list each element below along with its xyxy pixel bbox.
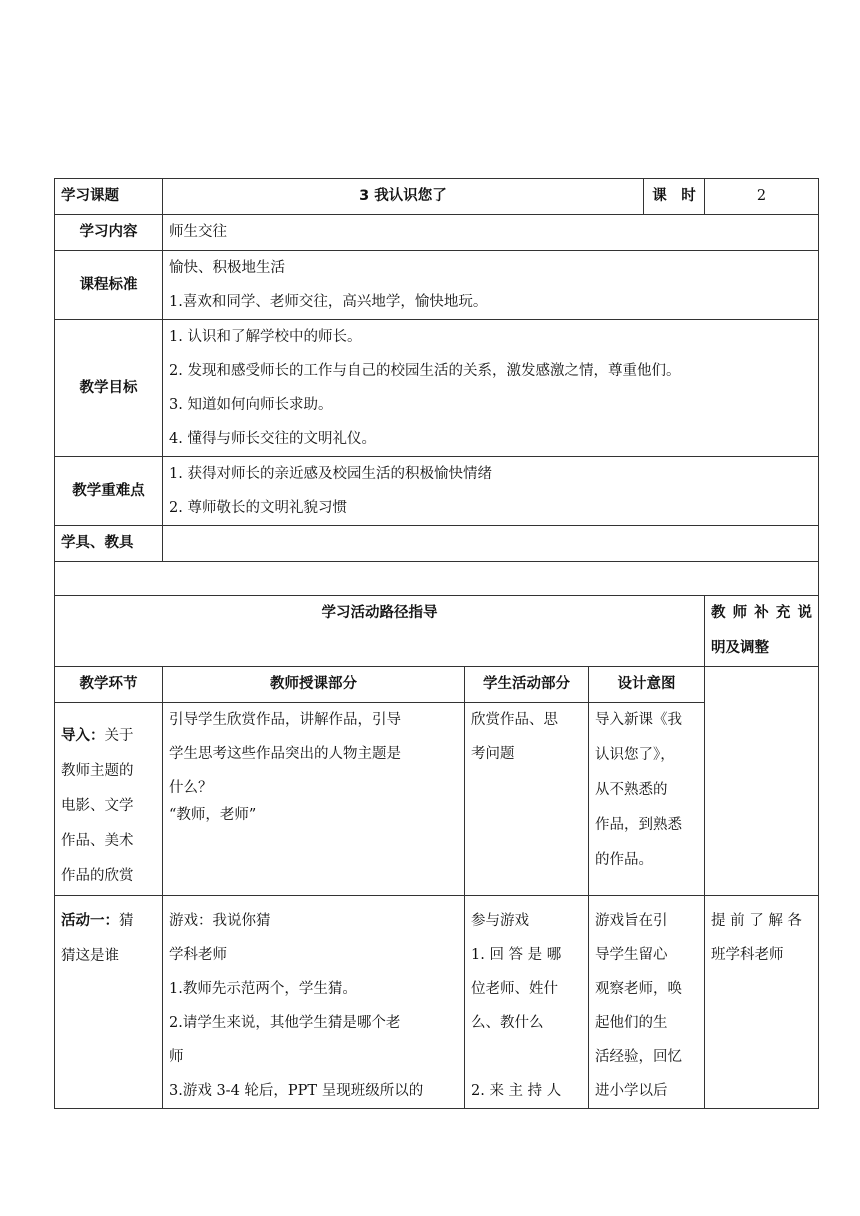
teacher-note-header [705,596,819,667]
student-line: 2. 来 主 持 人 [471,1083,562,1099]
teacher-line: 3.游戏 3-4 轮后，PPT 呈现班级所以的 [169,1083,424,1099]
stage-text: 猜 [119,913,134,929]
blank-row [55,562,819,596]
student-cell [465,703,589,896]
period-label: 课 时 [644,179,705,215]
col-header-intent: 设计意图 [589,667,705,703]
standard-line: 1.喜欢和同学、老师交往，高兴地学，愉快地玩。 [169,294,488,310]
content-label: 学习内容 [55,215,163,251]
stage-bold: 活动一： [61,913,119,929]
intent-line: 的作品。 [595,852,653,868]
goal-line: 1. 认识和了解学校中的师长。 [169,329,362,345]
key-points-lines [163,457,819,526]
topic-value: 3 我认识您了 [163,179,644,215]
student-line: 1. 回 答 是 哪 [471,947,562,963]
intent-line: 活经验，回忆 [595,1049,682,1065]
key-point-line: 2. 尊师敬长的文明礼貌习惯 [169,500,347,516]
goals-lines [163,320,819,457]
teacher-line: 1.教师先示范两个，学生猜。 [169,981,357,997]
student-line: 位老师、姓什 [471,981,558,997]
tools-label: 学具、教具 [55,526,163,562]
stage-line: 作品、美术 [61,833,134,849]
student-line: 欣赏作品、思 [471,712,558,728]
stage-line: 作品的欣赏 [61,868,134,884]
intent-line: 导入新课《我 [595,712,682,728]
goal-line: 2. 发现和感受师长的工作与自己的校园生活的关系，激发感激之情，尊重他们。 [169,363,681,379]
standard-label: 课程标准 [55,251,163,320]
stage-line: 电影、文学 [61,798,134,814]
student-line: 么、教什么 [471,1015,544,1031]
intent-line: 导学生留心 [595,947,668,963]
teacher-line: 学科老师 [169,947,227,963]
stage-cell [55,703,163,896]
key-points-label: 教学重难点 [55,457,163,526]
goals-label: 教学目标 [55,320,163,457]
teacher-line: 学生思考这些作品突出的人物主题是 [169,746,401,762]
col-header-teacher: 教师授课部分 [163,667,465,703]
intent-line: 起他们的生 [595,1015,668,1031]
teacher-note-cell [705,896,819,1109]
teacher-cell [163,703,465,896]
goal-line: 3. 知道如何向师长求助。 [169,397,333,413]
stage-text: 关于 [104,728,134,744]
intent-line: 进小学以后 [595,1083,668,1099]
intent-line: 认识您了》， [595,747,675,763]
teacher-cell [163,896,465,1109]
student-line: 参与游戏 [471,913,529,929]
topic-label: 学习课题 [55,179,163,215]
intent-cell [589,896,705,1109]
teacher-line: 游戏：我说你猜 [169,913,271,929]
student-line [471,1040,582,1074]
teacher-line: “教师，老师” [169,807,257,823]
teacher-line: 师 [169,1049,184,1065]
student-cell [465,896,589,1109]
teacher-note-cell [705,667,819,896]
teacher-note-header-line: 教 师 补 充 说 [711,605,812,621]
standard-line: 愉快、积极地生活 [169,260,285,276]
stage-line [61,904,156,939]
note-line: 提 前 了 解 各 [711,913,802,929]
intent-line: 作品，到熟悉 [595,817,682,833]
content-value: 师生交往 [163,215,819,251]
lesson-plan-table [54,178,819,1109]
intent-line: 观察老师，唤 [595,981,682,997]
teacher-line: 引导学生欣赏作品，讲解作品，引导 [169,712,401,728]
activity-title: 学习活动路径指导 [55,596,705,667]
goal-line: 4. 懂得与师长交往的文明礼仪。 [169,431,376,447]
col-header-student: 学生活动部分 [465,667,589,703]
note-line: 班学科老师 [711,947,784,963]
intent-cell [589,703,705,896]
stage-bold: 导入： [61,728,105,744]
tools-value [163,526,819,562]
col-header-stage: 教学环节 [55,667,163,703]
period-value: 2 [705,179,819,215]
intent-line: 游戏旨在引 [595,913,668,929]
intent-line: 从不熟悉的 [595,782,668,798]
stage-line [61,719,156,754]
stage-line: 猜这是谁 [61,948,119,964]
key-point-line: 1. 获得对师长的亲近感及校园生活的积极愉快情绪 [169,466,492,482]
student-line: 考问题 [471,746,515,762]
stage-cell [55,896,163,1109]
teacher-line: 什么？ [169,780,213,796]
teacher-line: 2.请学生来说，其他学生猜是哪个老 [169,1015,401,1031]
stage-line: 教师主题的 [61,763,134,779]
standard-lines [163,251,819,320]
teacher-note-header-line: 明及调整 [711,640,769,656]
